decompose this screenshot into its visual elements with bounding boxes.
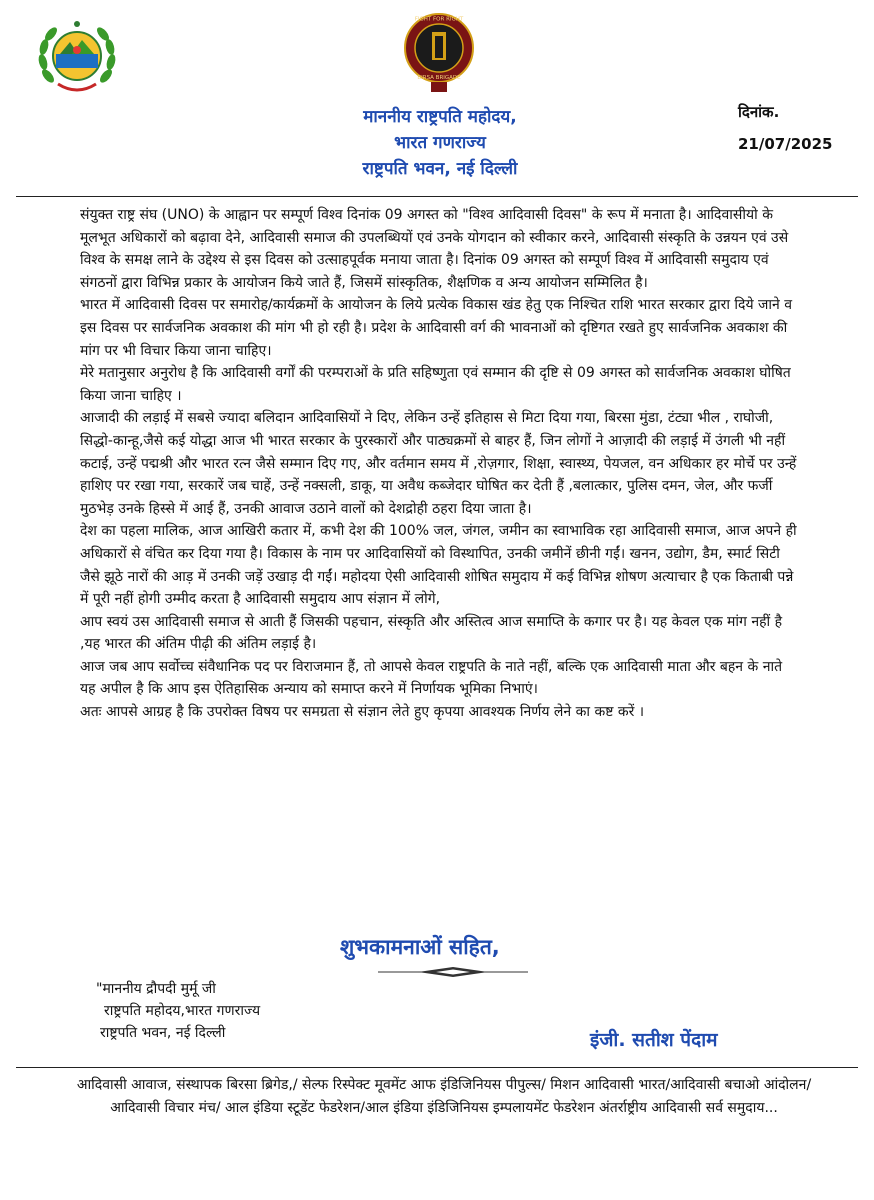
addressee-line-3: राष्ट्रपति भवन, नई दिल्ली <box>362 159 518 179</box>
body-paragraph-4: आजादी की लड़ाई में सबसे ज्यादा बलिदान आदिवासियों ने दिए, लेकिन उन्हें इतिहास से मिटा दिया गया, बिरसा मुंडा, टंट्या भील , राघोजी, सिद्धो-कान्हू,जैसे कई योद्धा आज भी भारत सरकार के पुरस्कारों और पाठ्यक्रमों से बाहर हैं, जिन लोगों ने आज़ादी की लड़ाई में उंगली भी नहीं कटाई, उन्हें पद्मश्री और भारत रत्न जैसे सम्मान दिए गए, और वर्तमान समय में ,रोज़गार, शिक्षा, स्वास्थ्य, पेयजल, वन अधिकार हर मोर्चे पर उन्हें हाशिए पर रखा गया, सरकारें जब चाहें, उन्हें नक्सली, डाकू, या अवैध कब्जेदार घोषित कर देती हैं ,बलात्कार, पुलिस दमन, जेल, और फर्जी मुठभेड़ उनके हिस्से में आई हैं, उनकी आवाज उठाने वालों को देशद्रोही ठहरा दिया जाता है। <box>80 410 797 517</box>
recipient-line-2: राष्ट्रपति महोदय,भारत गणराज्य <box>104 1003 261 1019</box>
birsa-brigade-seal-logo <box>402 10 476 94</box>
closing-greeting: शुभकामनाओं सहित, <box>340 935 500 959</box>
seal-top-text: FIGHT FOR RIGHT <box>414 16 464 23</box>
date-value: 21/07/2025 <box>738 135 833 153</box>
left-emblem-logo <box>34 14 120 100</box>
signature-name: इंजी. सतीश पेंदाम <box>590 1029 718 1051</box>
body-paragraph-6: आप स्वयं उस आदिवासी समाज से आती हैं जिसकी पहचान, संस्कृति और अस्तित्व आज समाप्ति के कगार पर है। यह केवल एक मांग नहीं है ,यह भारत की अंतिम पीढ़ी की अंतिम लड़ाई है। <box>80 613 783 653</box>
body-paragraph-7: आज जब आप सर्वोच्च संवैधानिक पद पर विराजमान हैं, तो आपसे केवल राष्ट्रपति के नाते नहीं, बल्कि एक आदिवासी माता और बहन के नाते यह अपील है कि आप इस ऐतिहासिक अन्याय को समाप्त करने में निर्णायक भूमिका निभाएं। <box>80 658 783 698</box>
recipient-line-1: "माननीय द्रौपदी मुर्मू जी <box>96 981 216 997</box>
body-paragraph-1: संयुक्त राष्ट्र संघ (UNO) के आह्वान पर सम्पूर्ण विश्व दिनांक 09 अगस्त को "विश्व आदिवासी दिवस" के रूप में मनाता है। आदिवासीयो के मूलभूत अधिकारों को बढ़ावा देने, आदिवासी समाज की उपलब्धियों एवं उनके योगदान को स्वीकार करने, आदिवासी संस्कृति के उन्नयन एवं उसे विश्व के समक्ष लाने के उद्देश्य से इस दिवस को उत्साहपूर्वक मनाया जाता है। दिनांक 09 अगस्त को सम्पूर्ण विश्व में आदिवासी समुदाय एवं संगठनों द्वारा विभिन्न प्रकार के आयोजन किये जाते हैं, जिसमें सांस्कृतिक, शैक्षणिक व अन्य आयोजन सम्मिलित है। <box>80 207 789 291</box>
recipient-line-3: राष्ट्रपति भवन, नई दिल्ली <box>100 1025 226 1041</box>
top-divider <box>16 196 858 197</box>
body-paragraph-2: भारत में आदिवासी दिवस पर समारोह/कार्यक्रमों के आयोजन के लिये प्रत्येक विकास खंड हेतु एक निश्चित राशि भारत सरकार द्वारा दिये जाने व इस दिवस पर सार्वजनिक अवकाश की मांग भी हो रही है। प्रदेश के आदिवासी वर्ग की भावनाओं को दृष्टिगत रखते हुए सार्वजनिक अवकाश की मांग पर भी विचार किया जाना चाहिए। <box>80 297 793 359</box>
bottom-divider <box>16 1067 858 1068</box>
ornament-divider <box>378 966 528 978</box>
letter-body <box>80 204 800 724</box>
recipient-block <box>96 978 396 1044</box>
addressee-block <box>280 104 600 182</box>
addressee-line-1: माननीय राष्ट्रपति महोदय, <box>363 107 517 127</box>
body-paragraph-8: अतः आपसे आग्रह है कि उपरोक्त विषय पर समग्रता से संज्ञान लेते हुए कृपया आवश्यक निर्णय लेने का कष्ट करें । <box>80 704 645 721</box>
date-block <box>738 96 858 160</box>
addressee-line-2: भारत गणराज्य <box>394 133 486 153</box>
footer-organizations: आदिवासी आवाज, संस्थापक बिरसा ब्रिगेड,/ सेल्फ रिस्पेक्ट मूवमेंट आफ इंडिजिनियस पीपुल्स/ मिशन आदिवासी भारत/आदिवासी बचाओ आंदोलन/ आदिवासी विचार मंच/ आल इंडिया स्टूडेंट फेडरेशन/आल इंडिया इंडिजिनियस इम्पलायमेंट फेडरेशन अंतर्राष्ट्रीय आदिवासी सर्व समुदाय... <box>76 1077 812 1116</box>
date-label: दिनांक. <box>738 103 780 121</box>
body-paragraph-3: मेरे मतानुसार अनुरोध है कि आदिवासी वर्गों की परम्पराओं के प्रति सहिष्णुता एवं सम्मान की दृष्टि से 09 अगस्त को सार्वजनिक अवकाश घोषित किया जाना चाहिए । <box>80 365 791 404</box>
seal-bottom-text: BIRSA BRIGADE <box>417 75 461 81</box>
body-paragraph-5: देश का पहला मालिक, आज आखिरी कतार में, कभी देश की 100% जल, जंगल, जमीन का स्वाभाविक रहा आदिवासी समाज, आज अपने ही अधिकारों से वंचित कर दिया गया है। विकास के नाम पर आदिवासियों को विस्थापित, उनकी जमीनें छीनी गईं। खनन, उद्योग, डैम, स्मार्ट सिटी जैसे झूठे नारों की आड़ में उनकी जड़ें उखाड़ दी गईं। महोदया ऐसी आदिवासी शोषित समुदाय में कई विभिन्न शोषण अत्याचार है एक किताबी पन्ने में पूरी नहीं होगी उम्मीद करता है आदिवासी समुदाय आप संज्ञान में लोगे, <box>80 523 797 608</box>
